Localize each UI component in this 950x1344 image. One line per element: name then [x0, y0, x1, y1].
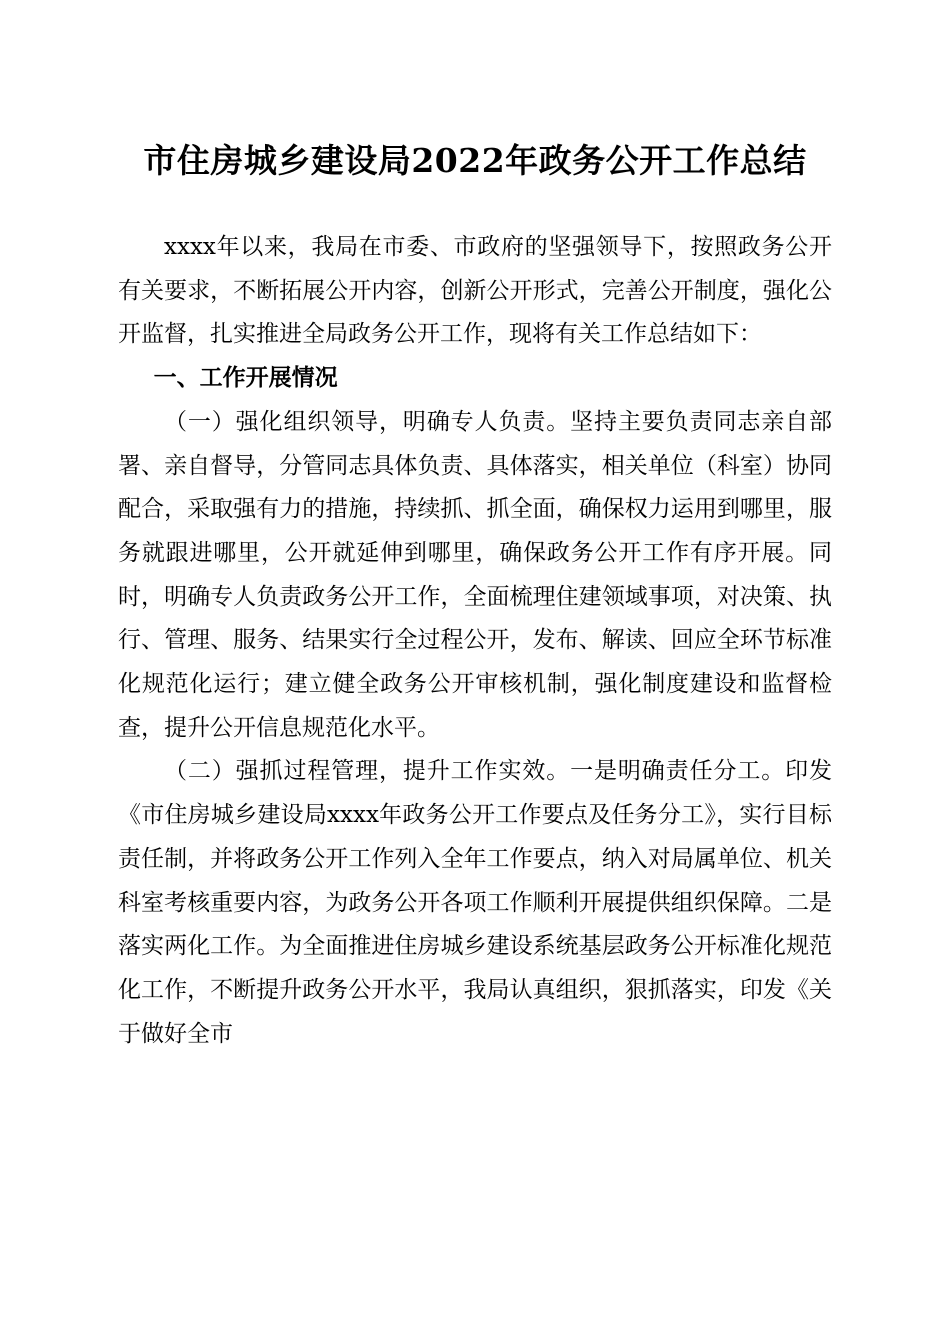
subsection-2-paragraph	[118, 750, 832, 1056]
subsection-2-body: 一是明确责任分工。印发《市住房城乡建设局xxxx年政务公开工作要点及任务分工》，实行目标责任制，并将政务公开工作列入全年工作要点，纳入对局属单位、机关科室考核重要内容，为政务公开各项工作顺利开展提供组织保障。二是落实两化工作。为全面推进住房城乡建设系统基层政务公开标准化规范化工作，不断提升政务公开水平，我局认真组织，狠抓落实，印发《关于做好全市	[118, 758, 833, 1047]
section-heading-work-status: 一、工作开展情况	[153, 365, 338, 392]
document-title: 市住房城乡建设局2022年政务公开工作总结	[143, 141, 807, 180]
subsection-1-paragraph	[118, 401, 832, 751]
subsection-2-lead: （二）强抓过程管理，提升工作实效。	[164, 758, 571, 785]
document-body	[118, 226, 832, 1056]
subsection-1-lead: （一）强化组织领导，明确专人负责。	[164, 408, 571, 435]
intro-paragraph: xxxx年以来，我局在市委、市政府的坚强领导下，按照政务公开有关要求，不断拓展公开内容，创新公开形式，完善公开制度，强化公开监督，扎实推进全局政务公开工作，现将有关工作总结如下：	[118, 234, 832, 348]
subsection-1-body: 坚持主要负责同志亲自部署、亲自督导，分管同志具体负责、具体落实，相关单位（科室）协同配合，采取强有力的措施，持续抓、抓全面，确保权力运用到哪里，服务就跟进哪里，公开就延伸到哪里，确保政务公开工作有序开展。同时，明确专人负责政务公开工作，全面梳理住建领域事项，对决策、执行、管理、服务、结果实行全过程公开，发布、解读、回应全环节标准化规范化运行；建立健全政务公开审核机制，强化制度建设和监督检查，提升公开信息规范化水平。	[118, 408, 833, 741]
